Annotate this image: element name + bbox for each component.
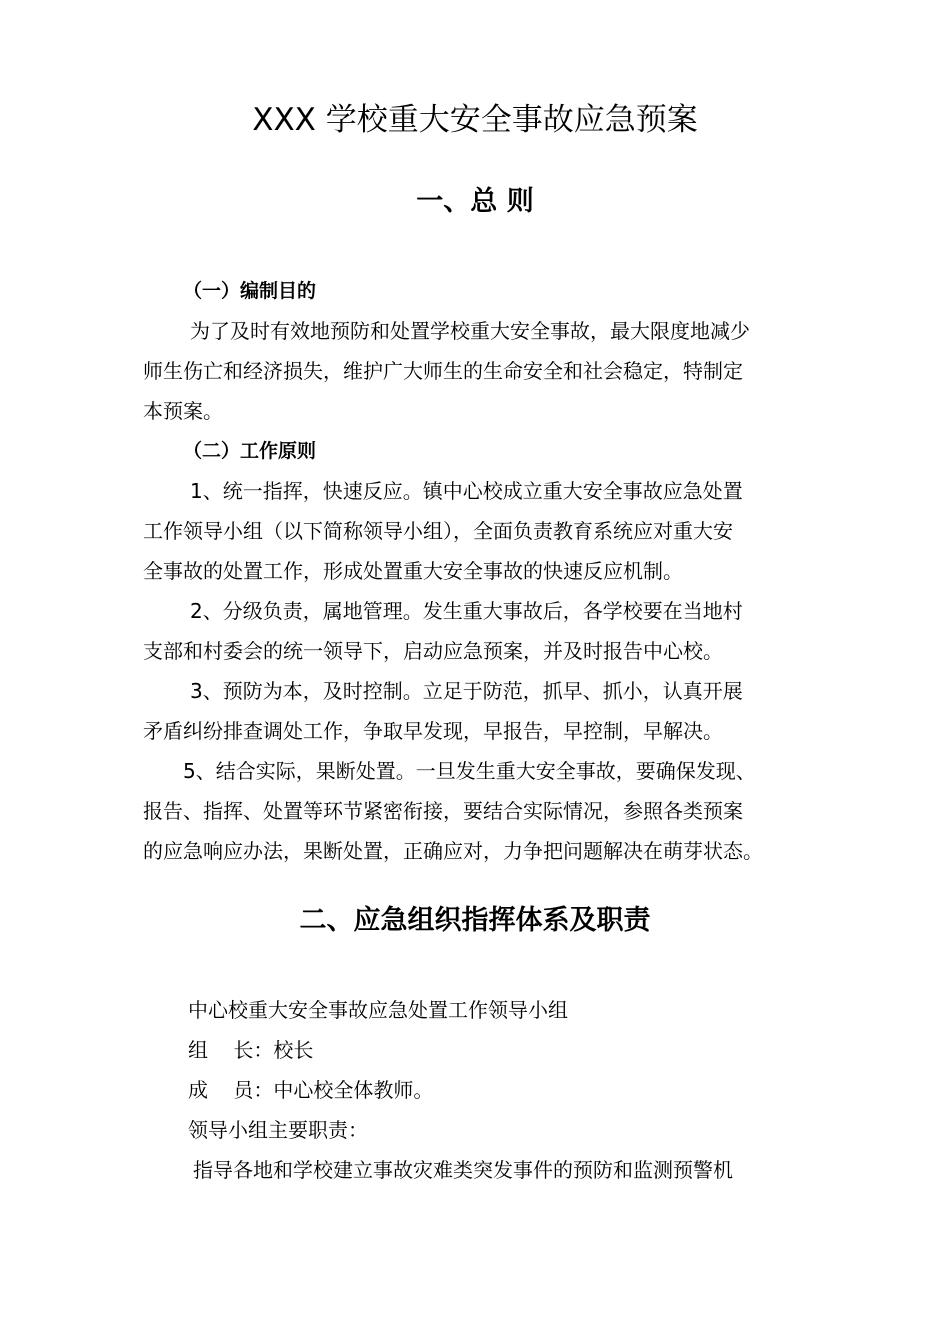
section-1-heading: 一、总 则	[416, 186, 534, 217]
subsection-principles-heading: （二）工作原则	[183, 440, 317, 462]
paragraph-line: 师生伤亡和经济损失，维护广大师生的生命安全和社会稳定，特制定	[143, 359, 743, 383]
paragraph-line: 1、统一指挥，快速反应。镇中心校成立重大安全事故应急处置	[190, 479, 743, 503]
leader-line: 组 长：校长	[188, 1038, 314, 1062]
duties-label-line: 领导小组主要职责：	[188, 1118, 368, 1142]
paragraph-line: 3、预防为本，及时控制。立足于防范，抓早、抓小，认真开展	[190, 679, 743, 703]
paragraph-line: 为了及时有效地预防和处置学校重大安全事故，最大限度地减少	[190, 319, 750, 343]
document-title: XXX 学校重大安全事故应急预案	[252, 102, 698, 138]
paragraph-line: 矛盾纠纷排查调处工作，争取早发现，早报告，早控制，早解决。	[143, 719, 723, 743]
paragraph-line: 工作领导小组（以下简称领导小组），全面负责教育系统应对重大安	[143, 519, 733, 543]
subsection-purpose-heading: （一）编制目的	[183, 280, 317, 302]
paragraph-line: 支部和村委会的统一领导下，启动应急预案，并及时报告中心校。	[143, 639, 723, 663]
section-2-heading: 二、应急组织指挥体系及职责	[299, 905, 651, 936]
paragraph-line: 5、结合实际，果断处置。一旦发生重大安全事故，要确保发现、	[183, 759, 756, 783]
paragraph-line: 报告、指挥、处置等环节紧密衔接，要结合实际情况，参照各类预案	[143, 799, 743, 823]
paragraph-line: 指导各地和学校建立事故灾难类突发事件的预防和监测预警机	[193, 1158, 733, 1182]
members-line: 成 员：中心校全体教师。	[188, 1078, 434, 1102]
paragraph-line: 本预案。	[143, 399, 223, 423]
paragraph-line: 的应急响应办法，果断处置，正确应对，力争把问题解决在萌芽状态。	[143, 839, 763, 863]
paragraph-line: 全事故的处置工作，形成处置重大安全事故的快速反应机制。	[143, 559, 683, 583]
paragraph-line: 2、分级负责，属地管理。发生重大事故后，各学校要在当地村	[190, 599, 743, 623]
group-name-line: 中心校重大安全事故应急处置工作领导小组	[188, 998, 568, 1022]
